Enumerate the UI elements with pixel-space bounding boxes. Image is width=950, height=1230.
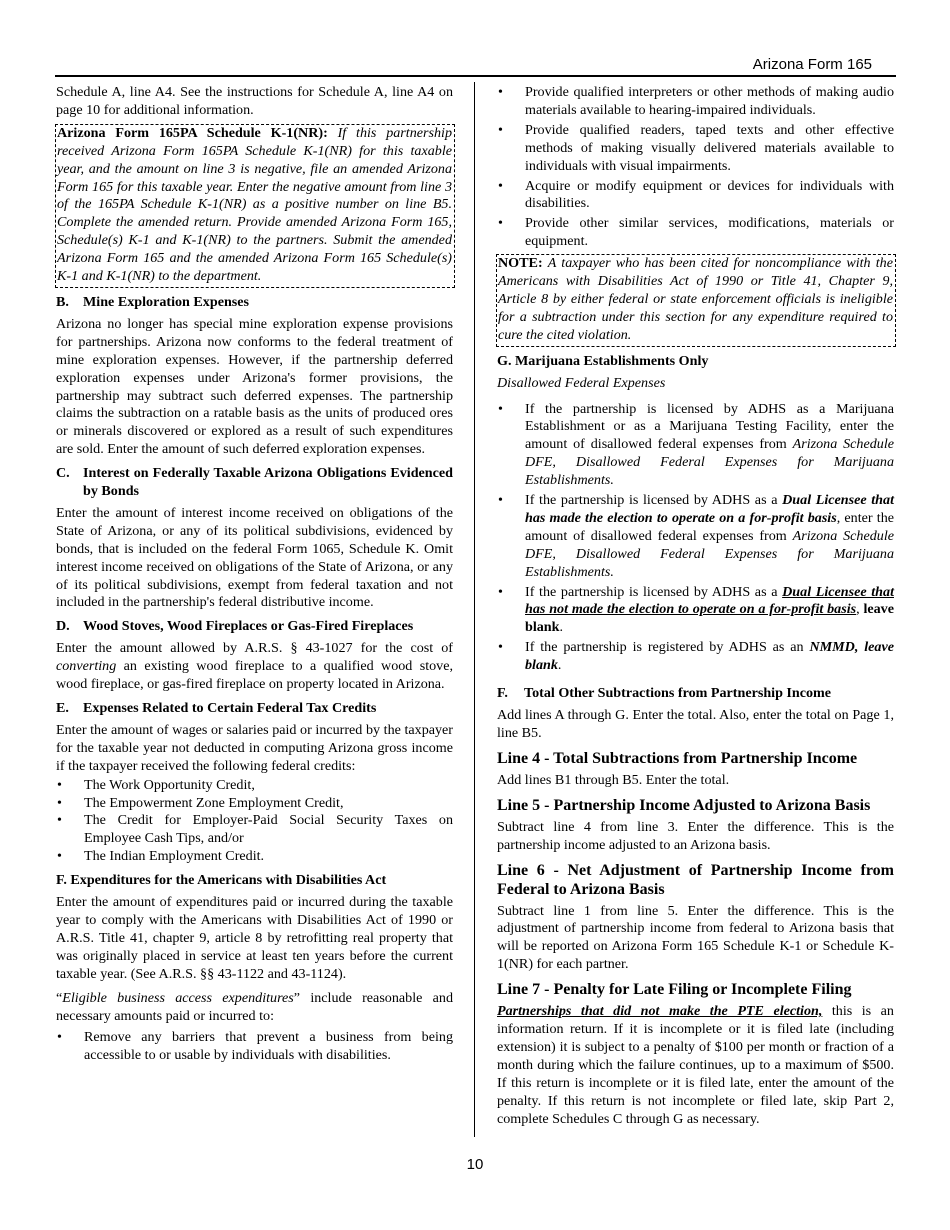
line-5-text: Subtract line 4 from line 3. Enter the difference. This is the partnership income adjusted to an Arizona basis. bbox=[497, 818, 894, 853]
section-e-heading: E. Expenses Related to Certain Federal Tax Credits bbox=[56, 700, 377, 716]
form-165pa-box bbox=[55, 124, 455, 288]
list-item: • The Work Opportunity Credit, bbox=[57, 776, 255, 793]
line-4-text: Add lines B1 through B5. Enter the total. bbox=[497, 771, 730, 788]
list-item: • Provide qualified readers, taped texts and other effective methods of making visually delivered materials available to individuals with visual impairments. bbox=[498, 121, 894, 174]
section-b-text: Arizona no longer has special mine exploration expense provisions for partnerships. Arizona now conforms to the federal treatment of mine exploration expenses. However, if the partnership deferred exploration expenses under Arizona's former provisions, the partnership may subtract such deferred expenses. The partnership claims the subtraction on a ratable basis as the units of produced ores or minerals discovered or explored as a result of such expenditures are sold. Enter the amount of such deferred exploration expenses. bbox=[56, 315, 453, 458]
section-c-heading: C. Interest on Federally Taxable Arizona Obligations Evidenced by Bonds bbox=[56, 465, 453, 500]
section-c-text: Enter the amount of interest income received on obligations of the State of Arizona, or any of its political subdivisions, evidenced by bonds, that is included on the federal Form 1065, Schedule K. Omit interest income received on obligations of the State of Arizona, or any of its political subdivisions, exempt from federal taxation and not included in the partnership's federal distributive income. bbox=[56, 504, 453, 611]
left-column bbox=[56, 84, 453, 1069]
list-item: • Acquire or modify equipment or devices for individuals with disabilities. bbox=[498, 177, 894, 212]
form-165pa-text: If this partnership received Arizona Form 165PA Schedule K-1(NR) for this taxable year, and the amount on line 3 is negative, file an amended Arizona Form 165 for this taxable year. Enter the negative amount from line 3 of the 165PA Schedule K-1(NR) as a positive number on line B5. Complete the amended return. Provide amended Arizona Form 165, Schedule(s) K-1 and K-1(NR) to the partners. Submit the amended Arizona Form 165 and the amended Arizona Form 165 Schedule(s) K-1 and K-1(NR) to the department. bbox=[57, 124, 452, 285]
section-f2-text: Add lines A through G. Enter the total. Also, enter the total on Page 1, line B5. bbox=[497, 707, 894, 741]
line-7-heading: Line 7 - Penalty for Late Filing or Incomplete Filing bbox=[497, 981, 852, 999]
schedule-a-intro: Schedule A, line A4. See the instructions for Schedule A, line A4 on page 10 for additional information. bbox=[56, 84, 453, 118]
section-e-text: Enter the amount of wages or salaries paid or incurred by the taxpayer for the taxable year not deducted in computing Arizona gross income if the taxpayer received the following federal credits: bbox=[56, 721, 453, 774]
section-d-text: Enter the amount allowed by A.R.S. § 43-1027 for the cost of converting an existing wood fireplace to a qualified wood stove, wood fireplace, or gas-fired fireplace on property located in Arizona. bbox=[56, 640, 453, 693]
line-6-heading: Line 6 - Net Adjustment of Partnership Income from Federal to Arizona Basis bbox=[497, 861, 894, 898]
line-5-heading: Line 5 - Partnership Income Adjusted to Arizona Basis bbox=[497, 796, 871, 814]
section-f-text: Enter the amount of expenditures paid or incurred during the taxable year to comply with the Americans with Disabilities Act of 1990 or A.R.S. Title 41, chapter 9, article 8 by retrofitting real property that was originally placed in service at least ten years before the current taxable year. (See A.R.S. §§ 43-1122 and 43-1124). bbox=[56, 894, 453, 982]
federal-credits-list bbox=[56, 777, 453, 867]
eligible-expenditures-text: “Eligible business access expenditures” include reasonable and necessary amounts paid or incurred to: bbox=[56, 989, 454, 1024]
line-4-heading: Line 4 - Total Subtractions from Partnership Income bbox=[497, 749, 858, 767]
page-number: 10 bbox=[466, 1156, 484, 1173]
list-item: • If the partnership is licensed by ADHS as a Dual Licensee that has not made the election to operate on a for-profit basis, leave blank. bbox=[498, 583, 894, 636]
right-column bbox=[497, 84, 894, 1133]
section-d-heading: D. Wood Stoves, Wood Fireplaces or Gas-Fired Fireplaces bbox=[56, 618, 414, 635]
ada-list-left bbox=[56, 1029, 453, 1065]
section-f-heading: F. Expenditures for the Americans with Disabilities Act bbox=[56, 872, 387, 889]
list-item: • Provide other similar services, modifications, materials or equipment. bbox=[498, 215, 894, 250]
list-item: • The Credit for Employer-Paid Social Security Taxes on Employee Cash Tips, and/or bbox=[57, 812, 453, 847]
section-g-subtitle: Disallowed Federal Expenses bbox=[497, 374, 666, 391]
list-item: • If the partnership is licensed by ADHS as a Dual Licensee that has made the election to operate on a for-profit basis, enter the amount of disallowed federal expenses from Arizona Schedule DFE, Disallowed Federal Expenses for Marijuana Establishments. bbox=[498, 492, 894, 580]
section-b-heading: B. Mine Exploration Expenses bbox=[56, 293, 250, 310]
ada-list-right bbox=[497, 84, 894, 251]
form-title: Arizona Form 165 bbox=[752, 56, 872, 73]
list-item: • If the partnership is licensed by ADHS as a Marijuana Establishment or as a Marijuana Testing Facility, enter the amount of disallowed federal expenses from Arizona Schedule DFE, Disallowed Federal Expenses for Marijuana Establishments. bbox=[498, 400, 894, 489]
note-text: A taxpayer who has been cited for noncompliance with the Americans with Disabilities Act of 1990 or Title 41, Chapter 9, Article 8 by either federal or state enforcement officials is ineligible for a subtraction under this section for any expenditure required to cure the cited violation. bbox=[498, 255, 893, 343]
column-divider bbox=[474, 82, 475, 1137]
ada-note-box bbox=[496, 254, 896, 347]
list-item: • Provide qualified interpreters or other methods of making audio materials available to hearing-impaired individuals. bbox=[498, 84, 894, 118]
list-item: • The Indian Employment Credit. bbox=[57, 848, 265, 865]
line-6-text: Subtract line 1 from line 5. Enter the difference. This is the adjustment of partnership income from federal to Arizona basis that will be reported on Arizona Form 165 Schedule K-1 or Schedule K-1(NR) for each partner. bbox=[497, 902, 894, 973]
marijuana-list bbox=[497, 401, 894, 676]
note-label: NOTE: bbox=[498, 255, 543, 272]
form-165pa-label: Arizona Form 165PA Schedule K-1(NR): bbox=[57, 124, 328, 141]
section-f2-heading: F. Total Other Subtractions from Partnership Income bbox=[497, 685, 832, 702]
line-7-text: Partnerships that did not make the PTE election, this is an information return. If it is incomplete or it is filed late (including extension) it is subject to a penalty of $100 per month or fraction of a month during which the failure continues, up to a maximum of $500. If this return is incomplete or it is filed late, enter the amount of the penalty. If this return is not incomplete or filed late, skip Part 2, complete Schedules C through G as necessary. bbox=[497, 1003, 894, 1127]
section-g-heading: G. Marijuana Establishments Only bbox=[497, 352, 709, 369]
header-rule bbox=[55, 75, 896, 77]
list-item: • If the partnership is registered by ADHS as an NMMD, leave blank. bbox=[498, 639, 894, 674]
list-item: • The Empowerment Zone Employment Credit, bbox=[57, 794, 344, 811]
list-item: • Remove any barriers that prevent a business from being accessible to or usable by individuals with disabilities. bbox=[57, 1029, 453, 1064]
